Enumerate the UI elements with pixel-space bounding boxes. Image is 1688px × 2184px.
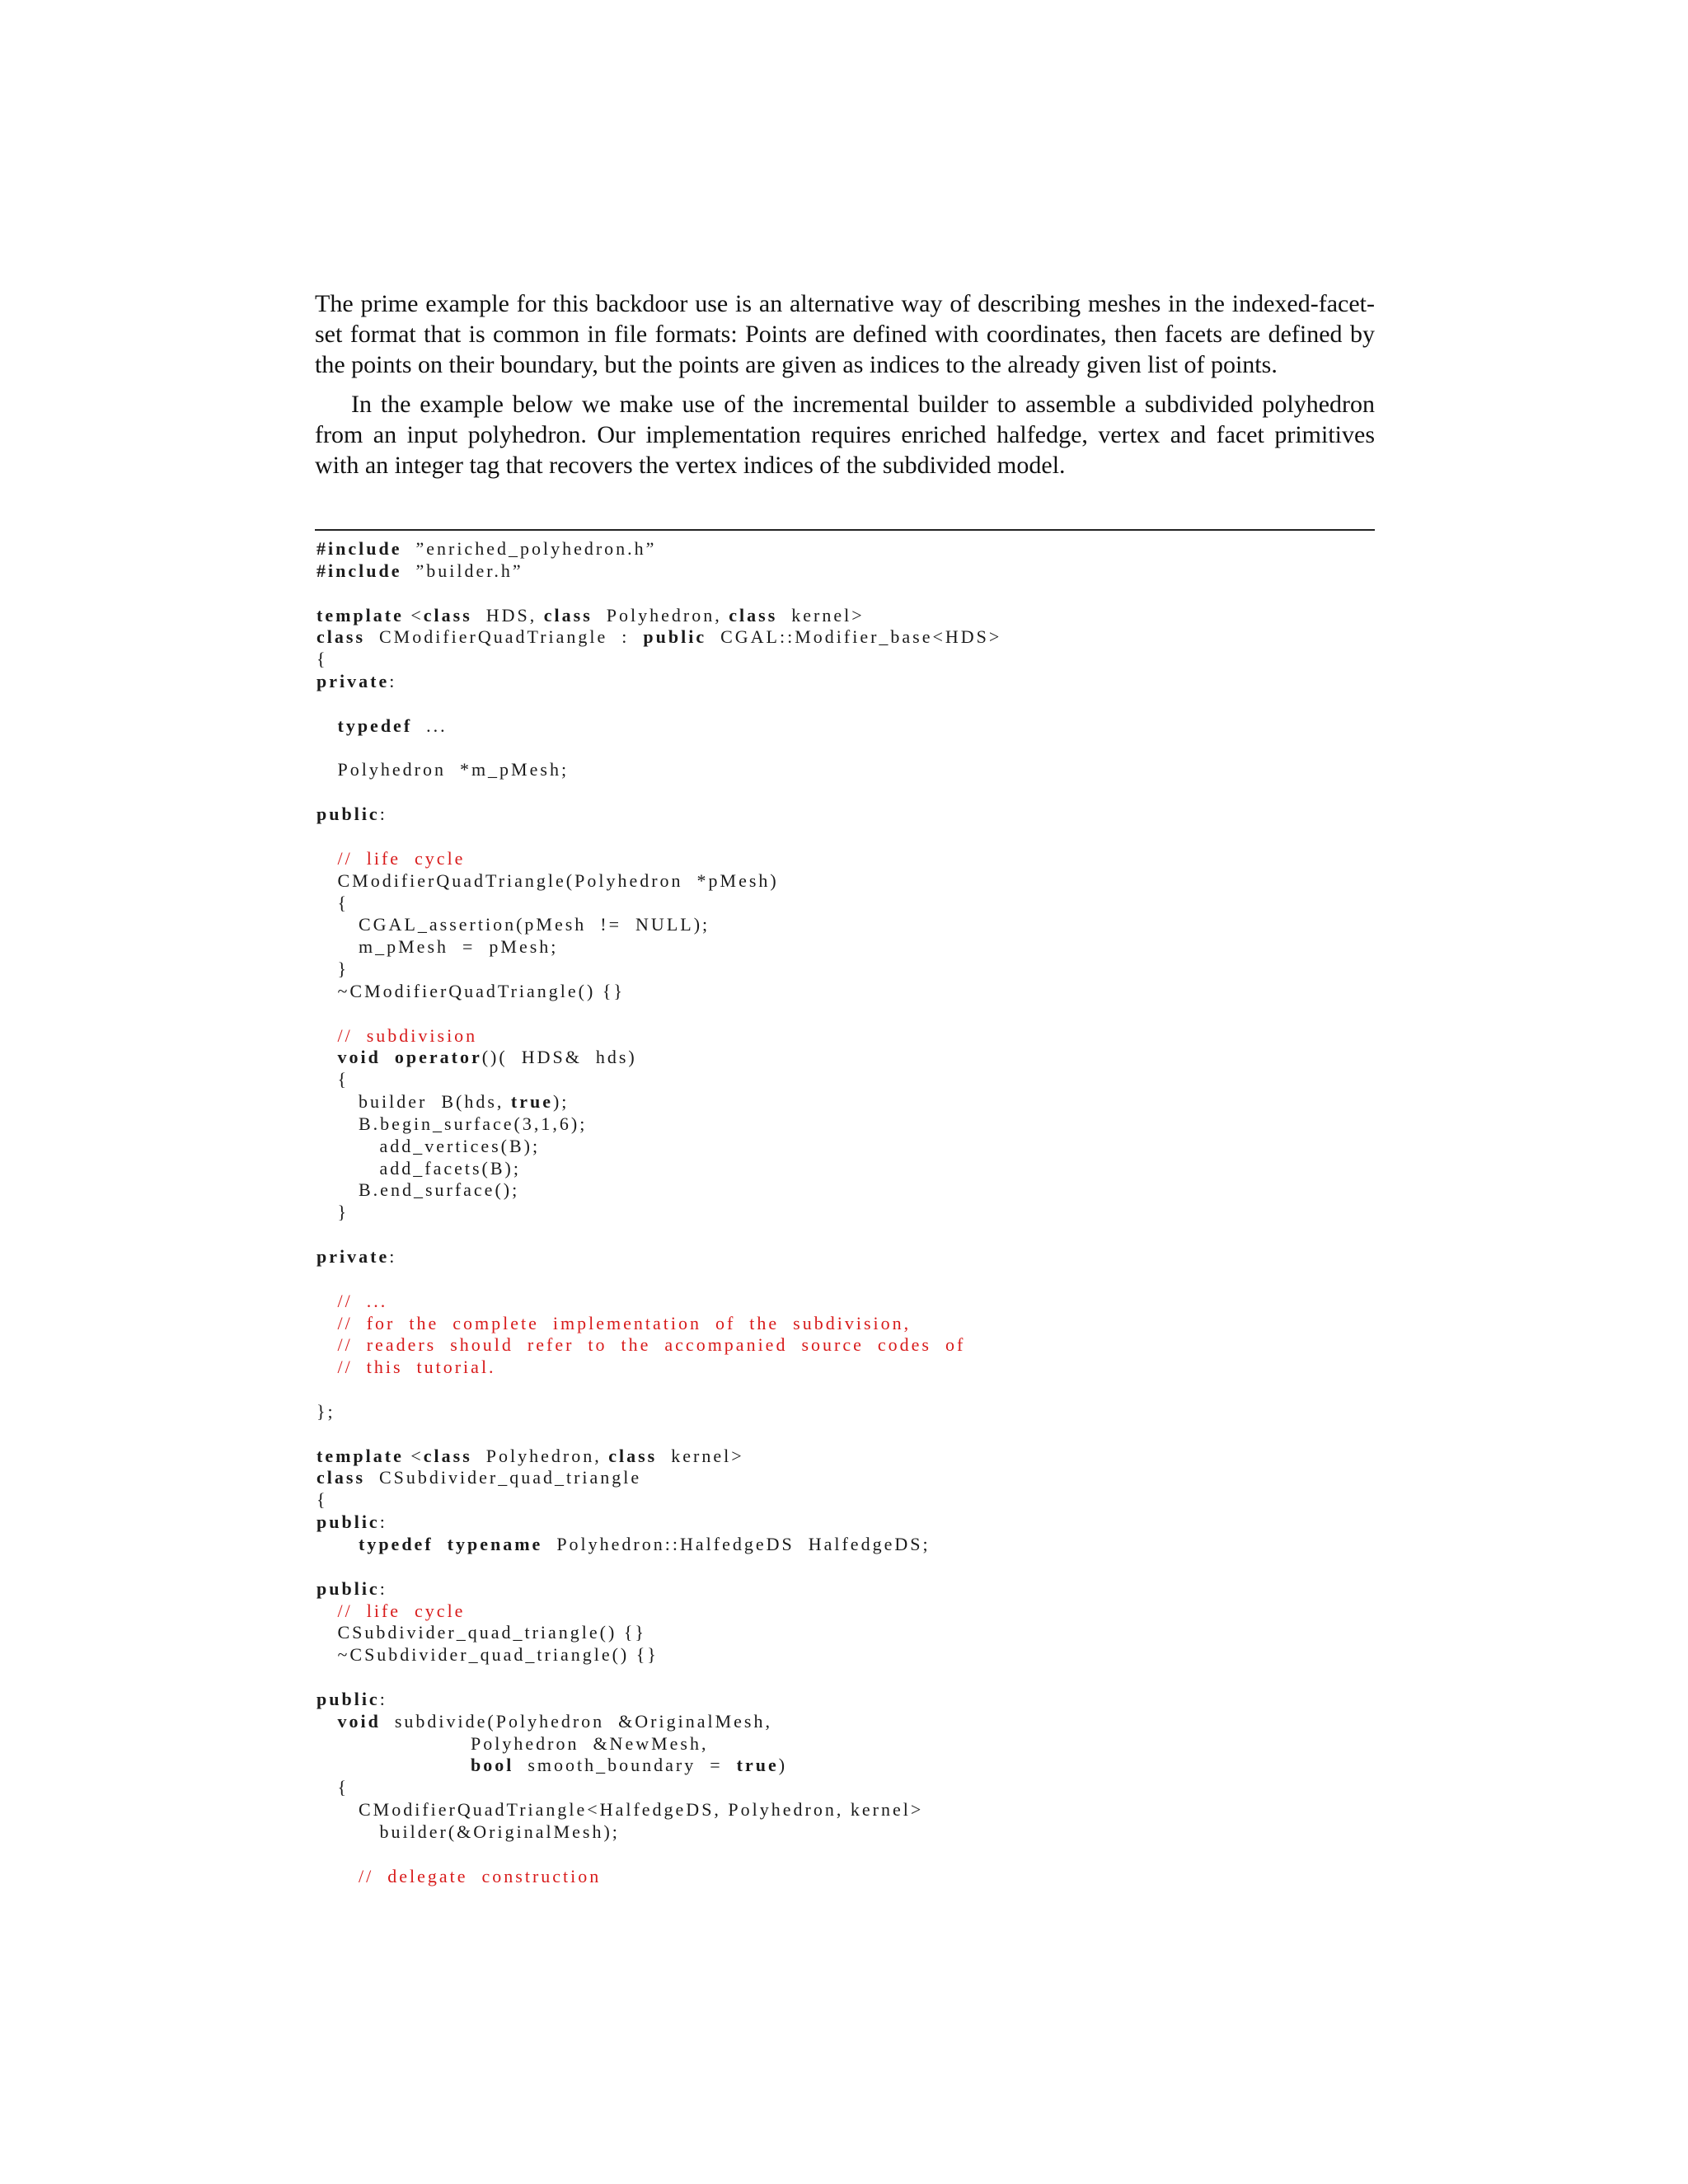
code-keyword: public <box>316 804 380 825</box>
code-text: : <box>379 1511 387 1533</box>
code-line <box>316 1821 1375 1844</box>
code-line <box>316 1091 1375 1113</box>
code-keyword: void <box>337 1710 381 1732</box>
code-text: builder B(hds, <box>316 1091 511 1113</box>
code-line <box>316 1446 1375 1468</box>
code-comment: // readers should refer to the accompanied source codes of <box>337 1334 966 1356</box>
code-keyword: class <box>543 604 593 626</box>
code-text <box>316 1291 338 1311</box>
code-line <box>316 671 1375 693</box>
code-text: : <box>389 1246 397 1267</box>
code-keyword: template <box>316 1445 404 1466</box>
code-text: add_vertices(B); <box>316 1135 541 1156</box>
code-text: add_facets(B); <box>316 1157 521 1179</box>
code-line <box>316 936 1375 958</box>
code-text: HDS, <box>471 604 544 626</box>
code-line <box>316 1755 1375 1777</box>
code-comment: // this tutorial. <box>337 1357 496 1378</box>
code-keyword: class <box>316 626 365 648</box>
code-line <box>316 560 1375 583</box>
code-text: : <box>379 1688 387 1709</box>
code-text <box>316 1601 338 1621</box>
code-listing-top-rule <box>315 529 1375 531</box>
code-text: B.end_surface(); <box>316 1179 520 1201</box>
code-line <box>316 715 1375 738</box>
code-keyword: class <box>423 1445 472 1466</box>
code-text: ~CSubdivider_quad_triangle() {} <box>316 1644 659 1666</box>
code-keyword: operator <box>394 1047 482 1068</box>
code-line <box>316 1578 1375 1601</box>
code-text: B.begin_surface(3,1,6); <box>316 1113 588 1134</box>
code-line <box>316 1733 1375 1755</box>
code-line <box>316 1224 1375 1246</box>
code-line <box>316 1799 1375 1821</box>
code-line <box>316 1401 1375 1423</box>
paragraph-1: The prime example for this backdoor use is an alternative way of describing meshes in the indexed-facet-set format that is common in file formats: Points are defined with coordinates, then facets are defined by the points on their boundary, but the points are given as indices to the already given list of points. <box>315 290 1375 378</box>
code-line <box>316 1246 1375 1268</box>
code-line <box>316 1047 1375 1069</box>
code-text: { <box>316 1777 349 1798</box>
code-line <box>316 1113 1375 1136</box>
code-text: CSubdivider_quad_triangle <box>365 1467 642 1488</box>
code-text <box>316 715 338 736</box>
code-line <box>316 1202 1375 1224</box>
code-keyword: class <box>608 1445 658 1466</box>
code-line <box>316 1866 1375 1888</box>
code-keyword: #include <box>316 560 402 581</box>
code-text: builder(&OriginalMesh); <box>316 1821 620 1842</box>
code-line <box>316 981 1375 1003</box>
code-text: { <box>316 1489 328 1511</box>
code-text <box>316 1047 338 1067</box>
code-keyword: true <box>736 1755 779 1776</box>
code-line <box>316 1777 1375 1799</box>
code-text: ”builder.h” <box>401 560 523 581</box>
code-text: m_pMesh = pMesh; <box>316 936 559 958</box>
code-line <box>316 693 1375 715</box>
code-text: < <box>403 1445 424 1466</box>
code-text: : <box>379 804 387 825</box>
code-text: ); <box>552 1091 570 1113</box>
code-line <box>316 1689 1375 1711</box>
code-text: smooth_boundary = <box>513 1755 737 1776</box>
code-text <box>316 1357 338 1377</box>
code-line <box>316 1644 1375 1666</box>
code-text: { <box>316 892 349 913</box>
code-line <box>316 1334 1375 1357</box>
code-text <box>316 1534 359 1554</box>
code-line <box>316 1025 1375 1047</box>
code-line <box>316 1313 1375 1335</box>
code-text: : <box>379 1577 387 1599</box>
code-keyword: bool <box>471 1755 514 1776</box>
code-keyword: class <box>423 604 472 626</box>
code-text: ”enriched_polyhedron.h” <box>401 538 657 559</box>
code-line <box>316 1357 1375 1379</box>
code-line <box>316 759 1375 781</box>
code-text <box>316 1313 338 1333</box>
code-line <box>316 1003 1375 1025</box>
code-keyword: template <box>316 604 404 626</box>
code-line <box>316 1158 1375 1180</box>
code-text: ) <box>778 1755 788 1776</box>
code-line <box>316 870 1375 893</box>
code-line <box>316 605 1375 627</box>
code-line <box>316 1666 1375 1689</box>
code-line <box>316 1136 1375 1158</box>
code-line <box>316 1844 1375 1866</box>
code-line <box>316 1622 1375 1644</box>
code-text <box>316 848 338 869</box>
code-text: CGAL_assertion(pMesh != NULL); <box>316 914 710 935</box>
code-line <box>316 1711 1375 1733</box>
code-line <box>316 1069 1375 1091</box>
code-line <box>316 583 1375 605</box>
code-line <box>316 1467 1375 1489</box>
code-line <box>316 804 1375 826</box>
code-line <box>316 738 1375 760</box>
code-comment: // delegate construction <box>359 1865 602 1886</box>
code-text: } <box>316 1202 349 1223</box>
code-text: CGAL::Modifier_base<HDS> <box>706 626 1002 648</box>
code-keyword: class <box>729 604 778 626</box>
code-comment: // ... <box>337 1290 388 1311</box>
code-text: Polyhedron *m_pMesh; <box>316 759 570 780</box>
code-comment: // subdivision <box>337 1024 478 1046</box>
code-line <box>316 626 1375 649</box>
code-line <box>316 1601 1375 1623</box>
code-keyword: #include <box>316 538 402 559</box>
code-line <box>316 1423 1375 1446</box>
code-line <box>316 958 1375 981</box>
code-text: subdivide(Polyhedron &OriginalMesh, <box>380 1710 772 1732</box>
code-text: ()( HDS& hds) <box>481 1047 637 1068</box>
code-line <box>316 914 1375 936</box>
code-keyword: public <box>643 626 707 648</box>
code-line <box>316 1291 1375 1313</box>
code-text: kernel> <box>777 604 865 626</box>
code-comment: // life cycle <box>337 847 466 869</box>
code-line <box>316 781 1375 804</box>
code-text: { <box>316 649 328 670</box>
code-text: Polyhedron &NewMesh, <box>316 1732 709 1754</box>
code-keyword: public <box>316 1688 380 1709</box>
code-keyword: public <box>316 1577 380 1599</box>
code-text: { <box>316 1069 349 1090</box>
code-text: ... <box>412 715 448 736</box>
code-text: ~CModifierQuadTriangle() {} <box>316 980 625 1001</box>
code-line <box>316 1511 1375 1534</box>
code-text <box>381 1047 395 1067</box>
code-line <box>316 1268 1375 1291</box>
code-line <box>316 1489 1375 1511</box>
code-text <box>434 1534 448 1554</box>
code-text: }; <box>316 1400 335 1422</box>
code-line <box>316 1556 1375 1578</box>
code-keyword: class <box>316 1467 365 1488</box>
code-text <box>316 1866 359 1886</box>
code-line <box>316 1534 1375 1556</box>
code-keyword: typename <box>447 1533 543 1554</box>
code-text <box>316 1025 338 1046</box>
code-keyword: typedef <box>337 715 413 736</box>
code-comment: // for the complete implementation of the subdivision, <box>337 1312 912 1333</box>
code-line <box>316 1379 1375 1401</box>
code-keyword: typedef <box>359 1533 434 1554</box>
code-text: CModifierQuadTriangle<HalfedgeDS, Polyhedron, kernel> <box>316 1799 924 1821</box>
code-text: } <box>316 958 349 980</box>
code-comment: // life cycle <box>337 1600 466 1621</box>
code-text: kernel> <box>657 1445 744 1466</box>
code-text <box>316 1755 471 1775</box>
code-line <box>316 1179 1375 1202</box>
code-keyword: public <box>316 1511 380 1533</box>
code-keyword: void <box>337 1047 381 1068</box>
code-text: CSubdivider_quad_triangle() {} <box>316 1622 646 1643</box>
code-line <box>316 893 1375 915</box>
code-listing <box>316 538 1375 1887</box>
code-keyword: private <box>316 1246 390 1267</box>
code-text: : <box>389 671 397 692</box>
code-line <box>316 848 1375 870</box>
code-text: CModifierQuadTriangle : <box>365 626 644 648</box>
code-keyword: true <box>510 1091 553 1113</box>
code-text: < <box>403 604 424 626</box>
paragraph-2: In the example below we make use of the incremental builder to assemble a subdivided polyhedron from an input polyhedron. Our implementation requires enriched halfedge, vertex and facet primitives with an integer tag that recovers the vertex indices of the subdivided model. <box>315 391 1375 479</box>
code-text <box>316 1334 338 1355</box>
code-text <box>316 1711 338 1732</box>
code-line <box>316 649 1375 671</box>
code-text: Polyhedron::HalfedgeDS HalfedgeDS; <box>542 1533 931 1554</box>
code-text: Polyhedron, <box>592 604 729 626</box>
code-text: Polyhedron, <box>471 1445 609 1466</box>
code-line <box>316 826 1375 848</box>
code-text: CModifierQuadTriangle(Polyhedron *pMesh) <box>316 869 779 891</box>
code-line <box>316 538 1375 560</box>
code-keyword: private <box>316 671 390 692</box>
